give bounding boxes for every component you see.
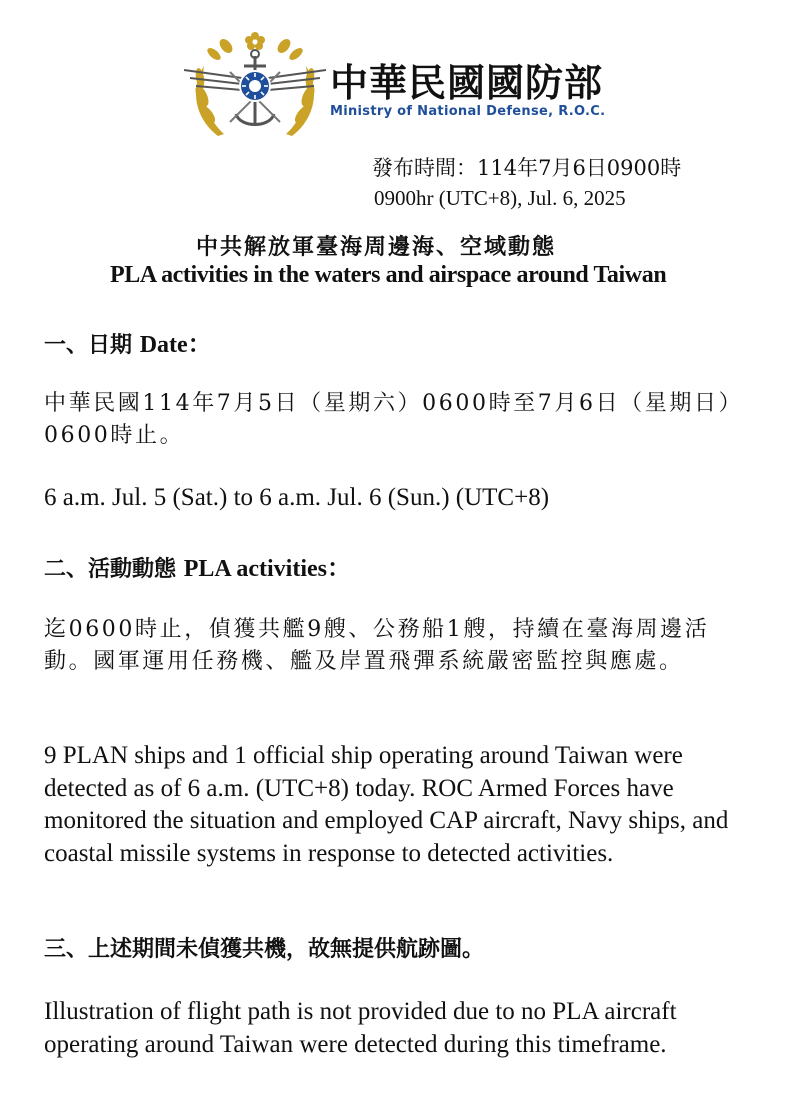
- release-time-zh: 發布時間：114年7月6日0900時: [372, 156, 682, 180]
- org-name-en: Ministry of National Defense, R.O.C.: [330, 104, 606, 119]
- date-body-zh: 中華民國114年7月5日（星期六）0600時至7月6日（星期日）0600時止。: [44, 391, 744, 448]
- release-time-en: 0900hr (UTC+8), Jul. 6, 2025: [374, 186, 626, 210]
- mnd-emblem-icon: [180, 26, 330, 144]
- activities-body-en: 9 PLAN ships and 1 official ship operating around Taiwan were detected as of 6 a.m. (UTC+8) today. ROC Armed Forces have monitored the situation and employed CAP aircraft, Navy ships, and coastal missile systems in response to detected activities.: [44, 742, 729, 867]
- section-heading-zh: 二、活動動態: [44, 556, 177, 582]
- page-title-zh: 中共解放軍臺海周邊海、空域動態: [196, 234, 557, 260]
- section-heading-zh: 一、日期: [44, 332, 133, 358]
- org-name-zh: 中華民國國防部: [330, 61, 604, 105]
- section-heading-en: PLA activities：: [183, 556, 351, 582]
- activities-body-zh: 迄0600時止，偵獲共艦9艘、公務船1艘，持續在臺海周邊活動。國軍運用任務機、艦及岸置飛彈系統嚴密監控與應處。: [44, 617, 710, 674]
- flight-path-body-en: Illustration of flight path is not provided due to no PLA aircraft operating around Taiwan were detected during this timeframe.: [44, 998, 677, 1058]
- date-body-en: 6 a.m. Jul. 5 (Sat.) to 6 a.m. Jul. 6 (Sun.) (UTC+8): [44, 484, 550, 511]
- section-heading-activities: [44, 548, 351, 583]
- section-heading-date: [44, 324, 212, 359]
- page-title-en: PLA activities in the waters and airspace around Taiwan: [110, 262, 667, 288]
- section-heading-en: Date：: [139, 332, 212, 358]
- section-heading-zh: 三、上述期間未偵獲共機，故無提供航跡圖。: [44, 936, 485, 962]
- section-heading-flight-path: [44, 932, 484, 963]
